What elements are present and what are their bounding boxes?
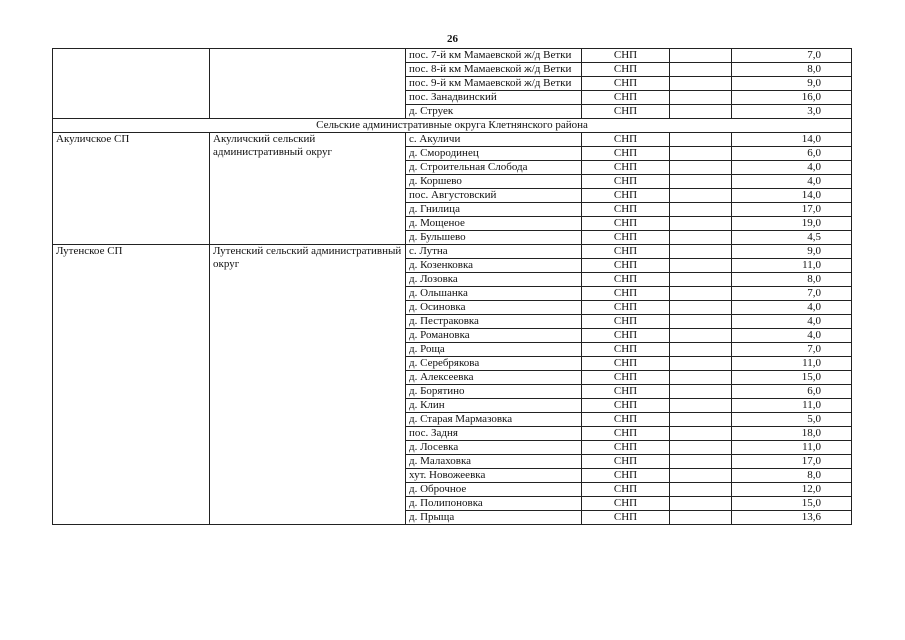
- type-cell: СНП: [582, 105, 670, 119]
- empty-cell: [670, 189, 732, 203]
- type-cell: СНП: [582, 385, 670, 399]
- empty-cell: [670, 105, 732, 119]
- table-row: [53, 133, 852, 147]
- place-cell: д. Ольшанка: [406, 287, 582, 301]
- place-cell: пос. Августовский: [406, 189, 582, 203]
- type-cell: СНП: [582, 483, 670, 497]
- type-cell: СНП: [582, 329, 670, 343]
- page-number: 26: [447, 33, 458, 45]
- value-cell: 7,0: [732, 49, 852, 63]
- empty-cell: [670, 77, 732, 91]
- value-cell: 15,0: [732, 371, 852, 385]
- empty-cell: [670, 175, 732, 189]
- place-cell: д. Козенковка: [406, 259, 582, 273]
- place-cell: д. Полипоновка: [406, 497, 582, 511]
- value-cell: 11,0: [732, 441, 852, 455]
- place-cell: пос. 9-й км Мамаевской ж/д Ветки: [406, 77, 582, 91]
- place-cell: пос. Задня: [406, 427, 582, 441]
- empty-cell: [670, 413, 732, 427]
- empty-cell: [670, 203, 732, 217]
- empty-cell: [670, 511, 732, 525]
- place-cell: д. Борятино: [406, 385, 582, 399]
- place-cell: д. Серебрякова: [406, 357, 582, 371]
- place-cell: д. Осиновка: [406, 301, 582, 315]
- value-cell: 6,0: [732, 147, 852, 161]
- empty-cell: [670, 483, 732, 497]
- empty-cell: [670, 315, 732, 329]
- empty-cell: [670, 161, 732, 175]
- place-cell: с. Лутна: [406, 245, 582, 259]
- district-cell: Акуличский сельский административный округ: [210, 133, 406, 245]
- value-cell: 4,0: [732, 161, 852, 175]
- place-cell: д. Смородинец: [406, 147, 582, 161]
- place-cell: д. Строительная Слобода: [406, 161, 582, 175]
- type-cell: СНП: [582, 371, 670, 385]
- type-cell: СНП: [582, 189, 670, 203]
- empty-cell: [670, 441, 732, 455]
- empty-cell: [670, 231, 732, 245]
- type-cell: СНП: [582, 301, 670, 315]
- type-cell: СНП: [582, 175, 670, 189]
- type-cell: СНП: [582, 427, 670, 441]
- place-cell: д. Бульшево: [406, 231, 582, 245]
- empty-cell: [670, 329, 732, 343]
- place-cell: хут. Новожеевка: [406, 469, 582, 483]
- empty-cell: [670, 455, 732, 469]
- value-cell: 15,0: [732, 497, 852, 511]
- value-cell: 4,0: [732, 315, 852, 329]
- value-cell: 4,0: [732, 175, 852, 189]
- type-cell: СНП: [582, 217, 670, 231]
- empty-cell: [670, 371, 732, 385]
- place-cell: пос. 7-й км Мамаевской ж/д Ветки: [406, 49, 582, 63]
- empty-cell: [670, 147, 732, 161]
- value-cell: 8,0: [732, 469, 852, 483]
- place-cell: с. Акуличи: [406, 133, 582, 147]
- place-cell: д. Прыща: [406, 511, 582, 525]
- place-cell: д. Коршево: [406, 175, 582, 189]
- empty-cell: [670, 245, 732, 259]
- settlement-cell: [53, 49, 210, 119]
- type-cell: СНП: [582, 77, 670, 91]
- type-cell: СНП: [582, 343, 670, 357]
- type-cell: СНП: [582, 413, 670, 427]
- empty-cell: [670, 217, 732, 231]
- table-row: [53, 49, 852, 63]
- value-cell: 14,0: [732, 189, 852, 203]
- type-cell: СНП: [582, 49, 670, 63]
- place-cell: д. Мощеное: [406, 217, 582, 231]
- value-cell: 17,0: [732, 455, 852, 469]
- value-cell: 4,0: [732, 329, 852, 343]
- place-cell: д. Романовка: [406, 329, 582, 343]
- value-cell: 6,0: [732, 385, 852, 399]
- section-title: Сельские административные округа Клетнянского района: [53, 119, 852, 133]
- district-cell: Лутенский сельский административный округ: [210, 245, 406, 525]
- empty-cell: [670, 399, 732, 413]
- type-cell: СНП: [582, 259, 670, 273]
- table-row: [53, 245, 852, 259]
- empty-cell: [670, 133, 732, 147]
- place-cell: д. Гнилица: [406, 203, 582, 217]
- type-cell: СНП: [582, 357, 670, 371]
- section-row: [53, 119, 852, 133]
- value-cell: 4,0: [732, 301, 852, 315]
- empty-cell: [670, 301, 732, 315]
- value-cell: 17,0: [732, 203, 852, 217]
- place-cell: д. Оброчное: [406, 483, 582, 497]
- value-cell: 8,0: [732, 63, 852, 77]
- type-cell: СНП: [582, 273, 670, 287]
- empty-cell: [670, 343, 732, 357]
- value-cell: 4,5: [732, 231, 852, 245]
- value-cell: 16,0: [732, 91, 852, 105]
- type-cell: СНП: [582, 203, 670, 217]
- place-cell: пос. 8-й км Мамаевской ж/д Ветки: [406, 63, 582, 77]
- value-cell: 9,0: [732, 245, 852, 259]
- empty-cell: [670, 427, 732, 441]
- value-cell: 12,0: [732, 483, 852, 497]
- place-cell: д. Пестраковка: [406, 315, 582, 329]
- empty-cell: [670, 273, 732, 287]
- value-cell: 9,0: [732, 77, 852, 91]
- settlements-table: [52, 48, 852, 525]
- value-cell: 7,0: [732, 287, 852, 301]
- settlement-cell: Акуличское СП: [53, 133, 210, 245]
- type-cell: СНП: [582, 497, 670, 511]
- empty-cell: [670, 259, 732, 273]
- value-cell: 11,0: [732, 259, 852, 273]
- place-cell: д. Струек: [406, 105, 582, 119]
- type-cell: СНП: [582, 91, 670, 105]
- empty-cell: [670, 385, 732, 399]
- value-cell: 19,0: [732, 217, 852, 231]
- place-cell: д. Клин: [406, 399, 582, 413]
- value-cell: 7,0: [732, 343, 852, 357]
- value-cell: 3,0: [732, 105, 852, 119]
- type-cell: СНП: [582, 63, 670, 77]
- type-cell: СНП: [582, 399, 670, 413]
- type-cell: СНП: [582, 133, 670, 147]
- empty-cell: [670, 497, 732, 511]
- place-cell: д. Роща: [406, 343, 582, 357]
- type-cell: СНП: [582, 287, 670, 301]
- type-cell: СНП: [582, 441, 670, 455]
- value-cell: 5,0: [732, 413, 852, 427]
- type-cell: СНП: [582, 147, 670, 161]
- place-cell: д. Малаховка: [406, 455, 582, 469]
- value-cell: 11,0: [732, 399, 852, 413]
- value-cell: 18,0: [732, 427, 852, 441]
- empty-cell: [670, 49, 732, 63]
- place-cell: д. Алексеевка: [406, 371, 582, 385]
- empty-cell: [670, 91, 732, 105]
- settlement-cell: Лутенское СП: [53, 245, 210, 525]
- type-cell: СНП: [582, 231, 670, 245]
- place-cell: пос. Занадвинский: [406, 91, 582, 105]
- type-cell: СНП: [582, 245, 670, 259]
- place-cell: д. Лозовка: [406, 273, 582, 287]
- type-cell: СНП: [582, 161, 670, 175]
- value-cell: 14,0: [732, 133, 852, 147]
- type-cell: СНП: [582, 455, 670, 469]
- value-cell: 8,0: [732, 273, 852, 287]
- empty-cell: [670, 63, 732, 77]
- district-cell: [210, 49, 406, 119]
- empty-cell: [670, 357, 732, 371]
- type-cell: СНП: [582, 469, 670, 483]
- value-cell: 13,6: [732, 511, 852, 525]
- type-cell: СНП: [582, 315, 670, 329]
- empty-cell: [670, 287, 732, 301]
- empty-cell: [670, 469, 732, 483]
- value-cell: 11,0: [732, 357, 852, 371]
- place-cell: д. Старая Мармазовка: [406, 413, 582, 427]
- place-cell: д. Лосевка: [406, 441, 582, 455]
- type-cell: СНП: [582, 511, 670, 525]
